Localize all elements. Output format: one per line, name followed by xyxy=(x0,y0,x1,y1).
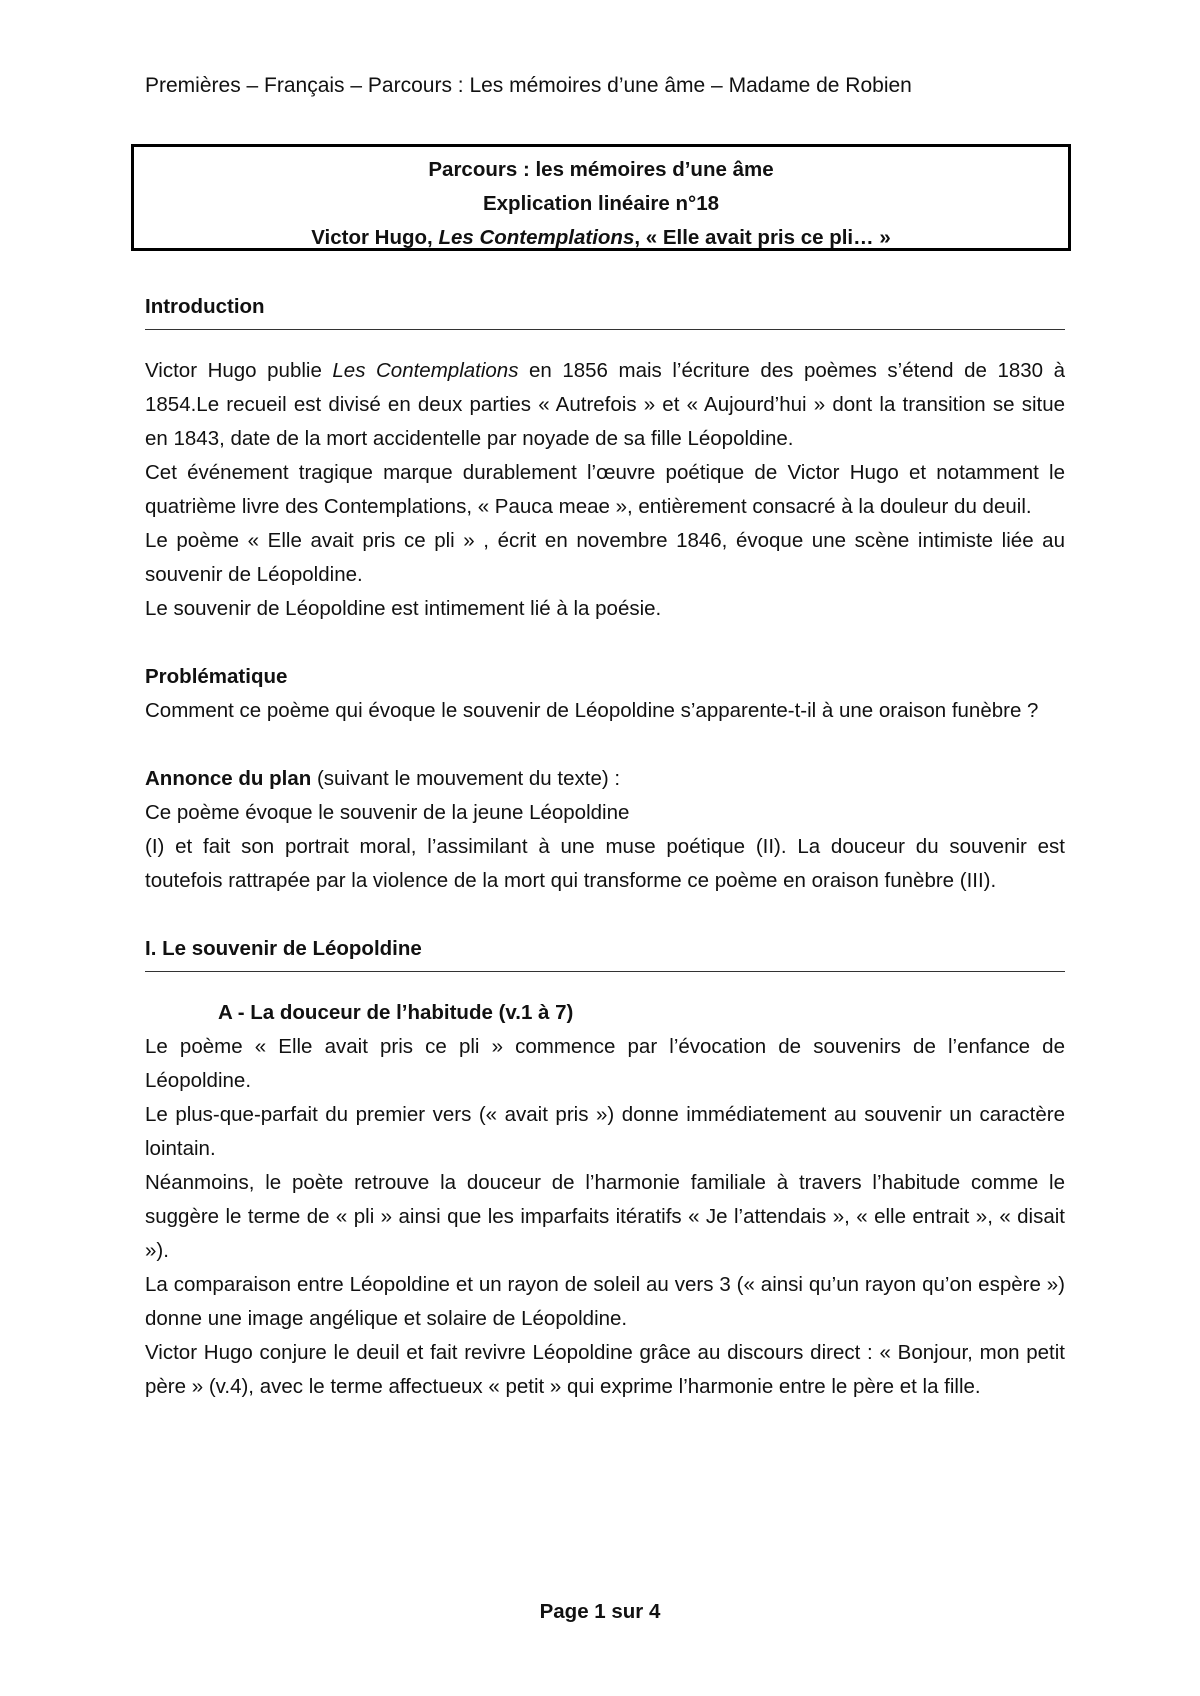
intro-paragraph-3: Le poème « Elle avait pris ce pli » , écrit en novembre 1846, évoque une scène intimiste liée au souvenir de Léopoldine. xyxy=(145,529,1065,586)
section-1-paragraph-2: Le plus-que-parfait du premier vers (« avait pris ») donne immédiatement au souvenir un caractère lointain. xyxy=(145,1103,1065,1160)
section-1-paragraph-5: Victor Hugo conjure le deuil et fait revivre Léopoldine grâce au discours direct : « Bonjour, mon petit père » (v.4), avec le terme affectueux « petit » qui exprime l’harmonie entre le père et la fille. xyxy=(145,1341,1065,1398)
plan-heading-line: Annonce du plan (suivant le mouvement du texte) : xyxy=(145,767,621,790)
section-1a-heading: A - La douceur de l’habitude (v.1 à 7) xyxy=(218,1001,574,1024)
intro-paragraph-1: Victor Hugo publie Les Contemplations en 1856 mais l’écriture des poèmes s’étend de 1830 à 1854.Le recueil est divisé en deux parties « Autrefois » et « Aujourd’hui » dont la transition se situe en 1843, date de la mort accidentelle par noyade de sa fille Léopoldine. xyxy=(145,359,1065,450)
title-work-name: Les Contemplations xyxy=(438,226,635,249)
title-poem: , « Elle avait pris ce pli… » xyxy=(634,226,891,249)
problematique-heading: Problématique xyxy=(145,665,288,688)
document-body xyxy=(145,290,1065,1404)
introduction-heading: Introduction xyxy=(145,295,265,318)
section-1-paragraph-3: Néanmoins, le poète retrouve la douceur de l’harmonie familiale à travers l’habitude comme le suggère le terme de « pli » ainsi que les imparfaits itératifs « Je l’attendais », « elle entrait », « disait »). xyxy=(145,1171,1065,1262)
title-line-explication: Explication linéaire n°18 xyxy=(482,192,720,215)
title-line-work xyxy=(134,221,1068,255)
work-title-italic: Les Contemplations xyxy=(332,359,519,382)
title-box xyxy=(131,144,1071,251)
problematique-text: Comment ce poème qui évoque le souvenir de Léopoldine s’apparente-t-il à une oraison funèbre ? xyxy=(145,699,1039,722)
section-1-paragraph-1: Le poème « Elle avait pris ce pli » commence par l’évocation de souvenirs de l’enfance de Léopoldine. xyxy=(145,1035,1065,1092)
title-line-parcours: Parcours : les mémoires d’une âme xyxy=(428,158,774,181)
intro-paragraph-4: Le souvenir de Léopoldine est intimement lié à la poésie. xyxy=(145,597,662,620)
plan-heading: Annonce du plan xyxy=(145,767,312,790)
section-1-paragraph-4: La comparaison entre Léopoldine et un rayon de soleil au vers 3 (« ainsi qu’un rayon qu’on espère ») donne une image angélique et solaire de Léopoldine. xyxy=(145,1273,1065,1330)
section-1-heading: I. Le souvenir de Léopoldine xyxy=(145,937,422,960)
title-author: Victor Hugo, xyxy=(311,226,439,249)
running-header: Premières – Français – Parcours : Les mémoires d’une âme – Madame de Robien xyxy=(145,74,912,97)
page-number: Page 1 sur 4 xyxy=(539,1600,661,1623)
plan-line-1: Ce poème évoque le souvenir de la jeune Léopoldine xyxy=(145,801,630,824)
intro-paragraph-2: Cet événement tragique marque durablement l’œuvre poétique de Victor Hugo et notamment le quatrième livre des Contemplations, « Pauca meae », entièrement consacré à la douleur du deuil. xyxy=(145,461,1065,518)
plan-line-2: (I) et fait son portrait moral, l’assimilant à une muse poétique (II). La douceur du souvenir est toutefois rattrapée par la violence de la mort qui transforme ce poème en oraison funèbre (III). xyxy=(145,835,1065,892)
